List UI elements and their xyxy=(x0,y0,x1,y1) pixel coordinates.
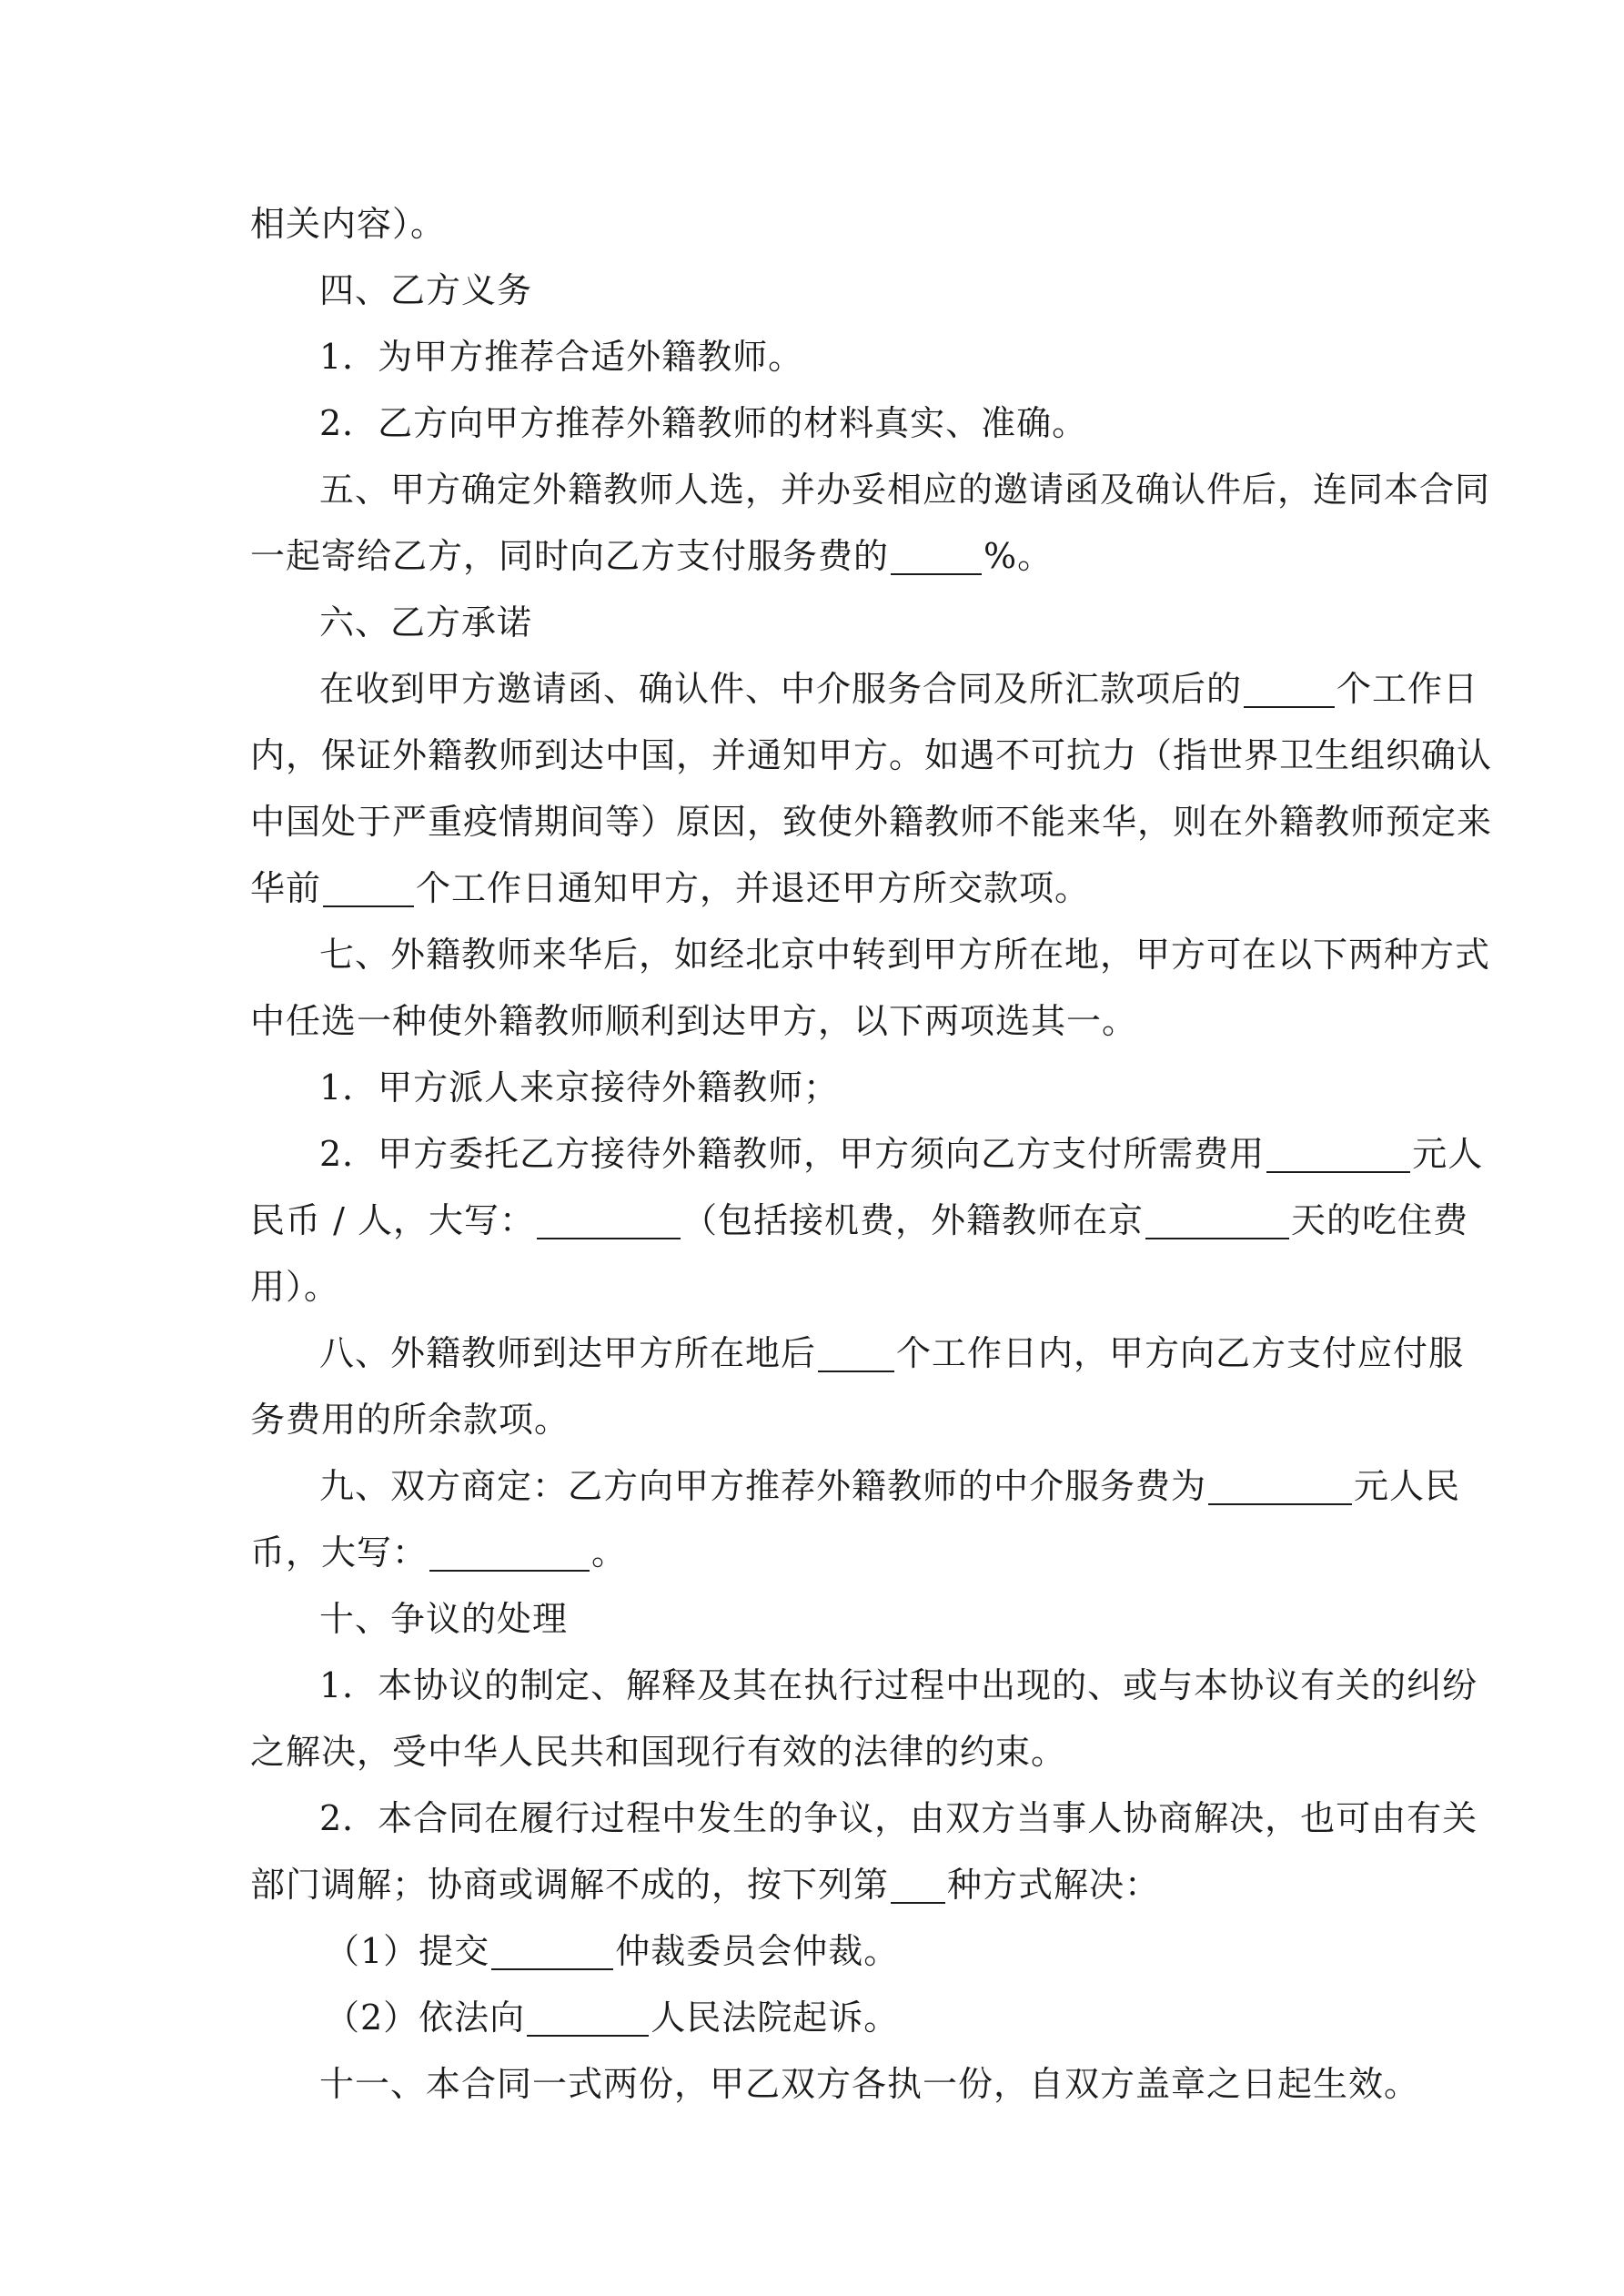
section-heading: 六、乙方承诺 xyxy=(319,602,533,642)
text-line: 八、外籍教师到达甲方所在地后 个工作日内，甲方向乙方支付应付服 xyxy=(250,1320,1392,1387)
text-line: 1．本协议的制定、解释及其在执行过程中出现的、或与本协议有关的纠纷 xyxy=(319,1665,1478,1705)
text-line: 2．乙方向甲方推荐外籍教师的材料真实、准确。 xyxy=(319,403,1088,443)
text-line: 九、双方商定：乙方向甲方推荐外籍教师的中介服务费为 元人民 xyxy=(250,1453,1392,1520)
blank-field xyxy=(527,1995,649,2037)
text-line: （2）依法向 人民法院起诉。 xyxy=(250,1985,1392,2051)
text-line: 币，大写： 。 xyxy=(250,1520,1392,1586)
text-line: 内，保证外籍教师到达中国，并通知甲方。如遇不可抗力（指世界卫生组织确认 xyxy=(250,735,1493,775)
text-line: 1．为甲方推荐合适外籍教师。 xyxy=(319,337,804,377)
blank-field xyxy=(323,865,414,907)
blank-field xyxy=(891,1862,945,1904)
text-line: 用）。 xyxy=(250,1267,340,1307)
text-line: 五、甲方确定外籍教师人选，并办妥相应的邀请函及确认件后，连同本合同 xyxy=(319,470,1491,510)
text-line: 务费用的所余款项。 xyxy=(250,1400,570,1440)
text-line: 相关内容）。 xyxy=(250,204,447,244)
text-line: 在收到甲方邀请函、确认件、中介服务合同及所汇款项后的 个工作日 xyxy=(250,656,1392,723)
blank-field xyxy=(1208,1463,1352,1505)
blank-field xyxy=(1145,1198,1289,1239)
text-line: 之解决，受中华人民共和国现行有效的法律的约束。 xyxy=(250,1732,1067,1772)
text-line: 中任选一种使外籍教师顺利到达甲方，以下两项选其一。 xyxy=(250,1001,1138,1041)
blank-field xyxy=(891,533,982,575)
text-line: （1）提交 仲裁委员会仲裁。 xyxy=(250,1918,1392,1985)
text-line: 一起寄给乙方，同时向乙方支付服务费的 %。 xyxy=(250,523,1392,590)
text-line: 十一、本合同一式两份，甲乙双方各执一份，自双方盖章之日起生效。 xyxy=(319,2064,1420,2104)
text-line: 华前 个工作日通知甲方，并退还甲方所交款项。 xyxy=(250,855,1392,922)
text-line: 部门调解；协商或调解不成的，按下列第 种方式解决： xyxy=(250,1852,1392,1918)
section-heading: 四、乙方义务 xyxy=(319,270,533,310)
blank-field xyxy=(1244,666,1335,708)
blank-field xyxy=(818,1330,894,1372)
blank-field xyxy=(537,1198,681,1239)
text-line: 民币 / 人，大写： （包括接机费，外籍教师在京 天的吃住费 xyxy=(250,1188,1392,1254)
contract-page xyxy=(250,191,1493,2118)
blank-field xyxy=(1266,1131,1410,1173)
section-heading: 十、争议的处理 xyxy=(319,1599,569,1639)
text-line: 2．本合同在履行过程中发生的争议，由双方当事人协商解决，也可由有关 xyxy=(319,1798,1478,1838)
text-line: 2．甲方委托乙方接待外籍教师，甲方须向乙方支付所需费用 元人 xyxy=(250,1121,1392,1188)
text-line: 中国处于严重疫情期间等）原因，致使外籍教师不能来华，则在外籍教师预定来 xyxy=(250,802,1493,842)
blank-field xyxy=(491,1928,613,1970)
blank-field xyxy=(429,1530,590,1572)
text-line: 1．甲方派人来京接待外籍教师； xyxy=(319,1067,840,1108)
text-line: 七、外籍教师来华后，如经北京中转到甲方所在地，甲方可在以下两种方式 xyxy=(319,935,1491,975)
